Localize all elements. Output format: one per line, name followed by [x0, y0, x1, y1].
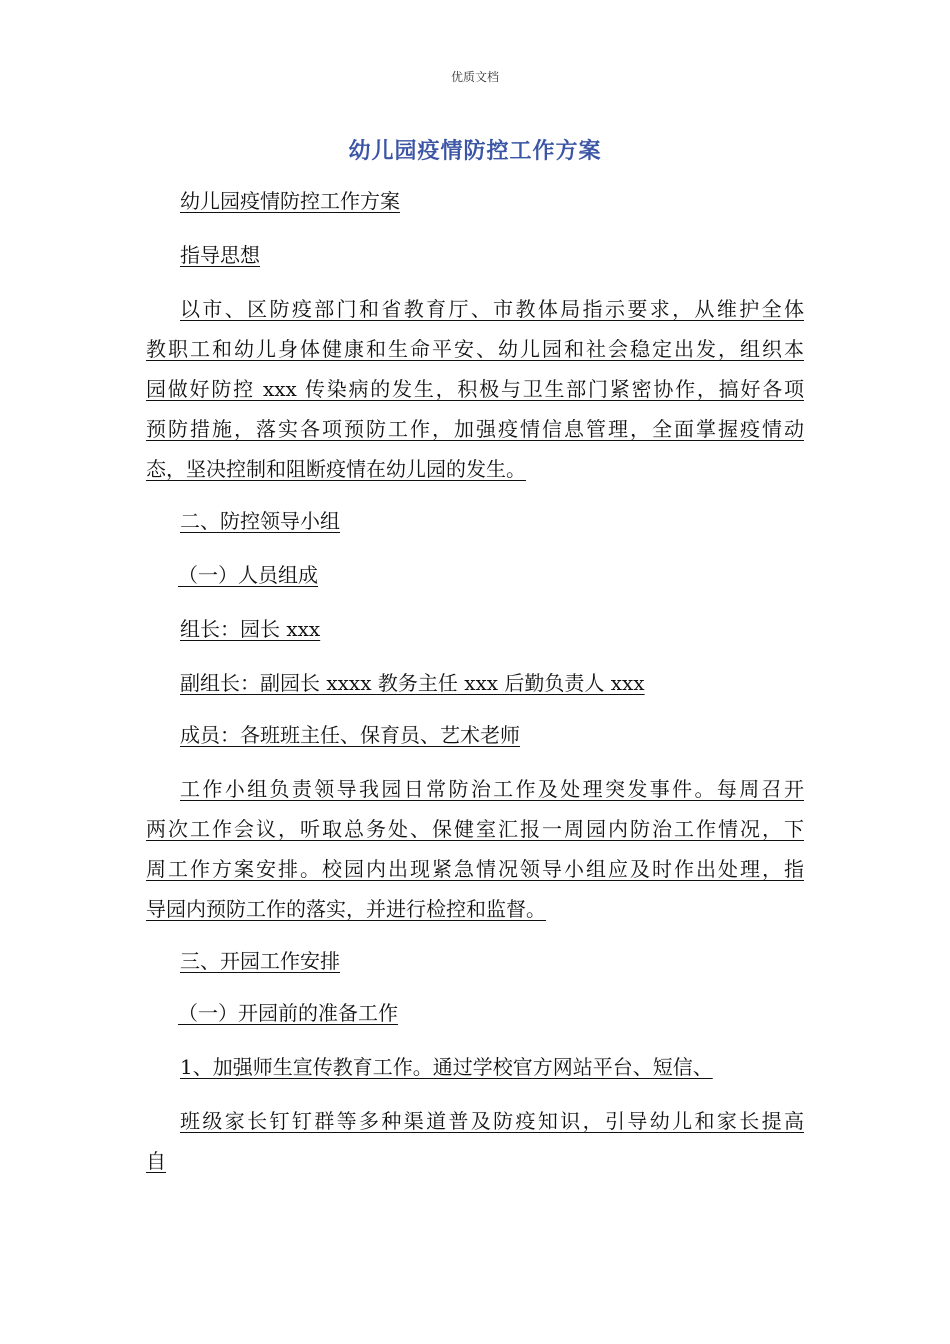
paragraph-line: 园做好防控 xxx 传染病的发生，积极与卫生部门紧密协作，搞好各项 [146, 377, 804, 401]
paragraph-line: 态，坚决控制和阻断疫情在幼儿园的发生。 [146, 457, 526, 481]
paragraph-line: 周工作方案安排。校园内出现紧急情况领导小组应及时作出处理，指 [146, 857, 804, 881]
item-line: 1、加强师生宣传教育工作。通过学校官方网站平台、短信、 [180, 1055, 713, 1079]
section-heading: 三、开园工作安排 [180, 949, 340, 973]
paragraph-line: 班级家长钉钉群等多种渠道普及防疫知识，引导幼儿和家长提高 [180, 1109, 804, 1133]
subsection-heading: （一）开园前的准备工作 [178, 1001, 398, 1025]
paragraph-line: 工作小组负责领导我园日常防治工作及处理突发事件。每周召开 [180, 777, 804, 801]
subsection-heading: （一）人员组成 [178, 563, 318, 587]
deputy-line: 副组长：副园长 xxxx 教务主任 xxx 后勤负责人 xxx [180, 671, 645, 695]
paragraph-line: 教职工和幼儿身体健康和生命平安、幼儿园和社会稳定出发，组织本 [146, 337, 804, 361]
leader-line: 组长：园长 xxx [180, 617, 321, 641]
members-line: 成员：各班班主任、保育员、艺术老师 [180, 723, 520, 747]
document-subtitle: 幼儿园疫情防控工作方案 [180, 189, 400, 213]
guiding-heading: 指导思想 [180, 243, 260, 267]
paragraph-line: 两次工作会议，听取总务处、保健室汇报一周园内防治工作情况，下 [146, 817, 804, 841]
document-title: 幼儿园疫情防控工作方案 [348, 139, 602, 164]
paragraph-line: 以市、区防疫部门和省教育厅、市教体局指示要求，从维护全体 [180, 297, 804, 321]
paragraph-line: 自 [146, 1149, 166, 1173]
header-note: 优质文档 [450, 70, 499, 84]
paragraph-line: 预防措施，落实各项预防工作，加强疫情信息管理，全面掌握疫情动 [146, 417, 804, 441]
paragraph-line: 导园内预防工作的落实，并进行检控和监督。 [146, 897, 546, 921]
section-heading: 二、防控领导小组 [180, 509, 340, 533]
